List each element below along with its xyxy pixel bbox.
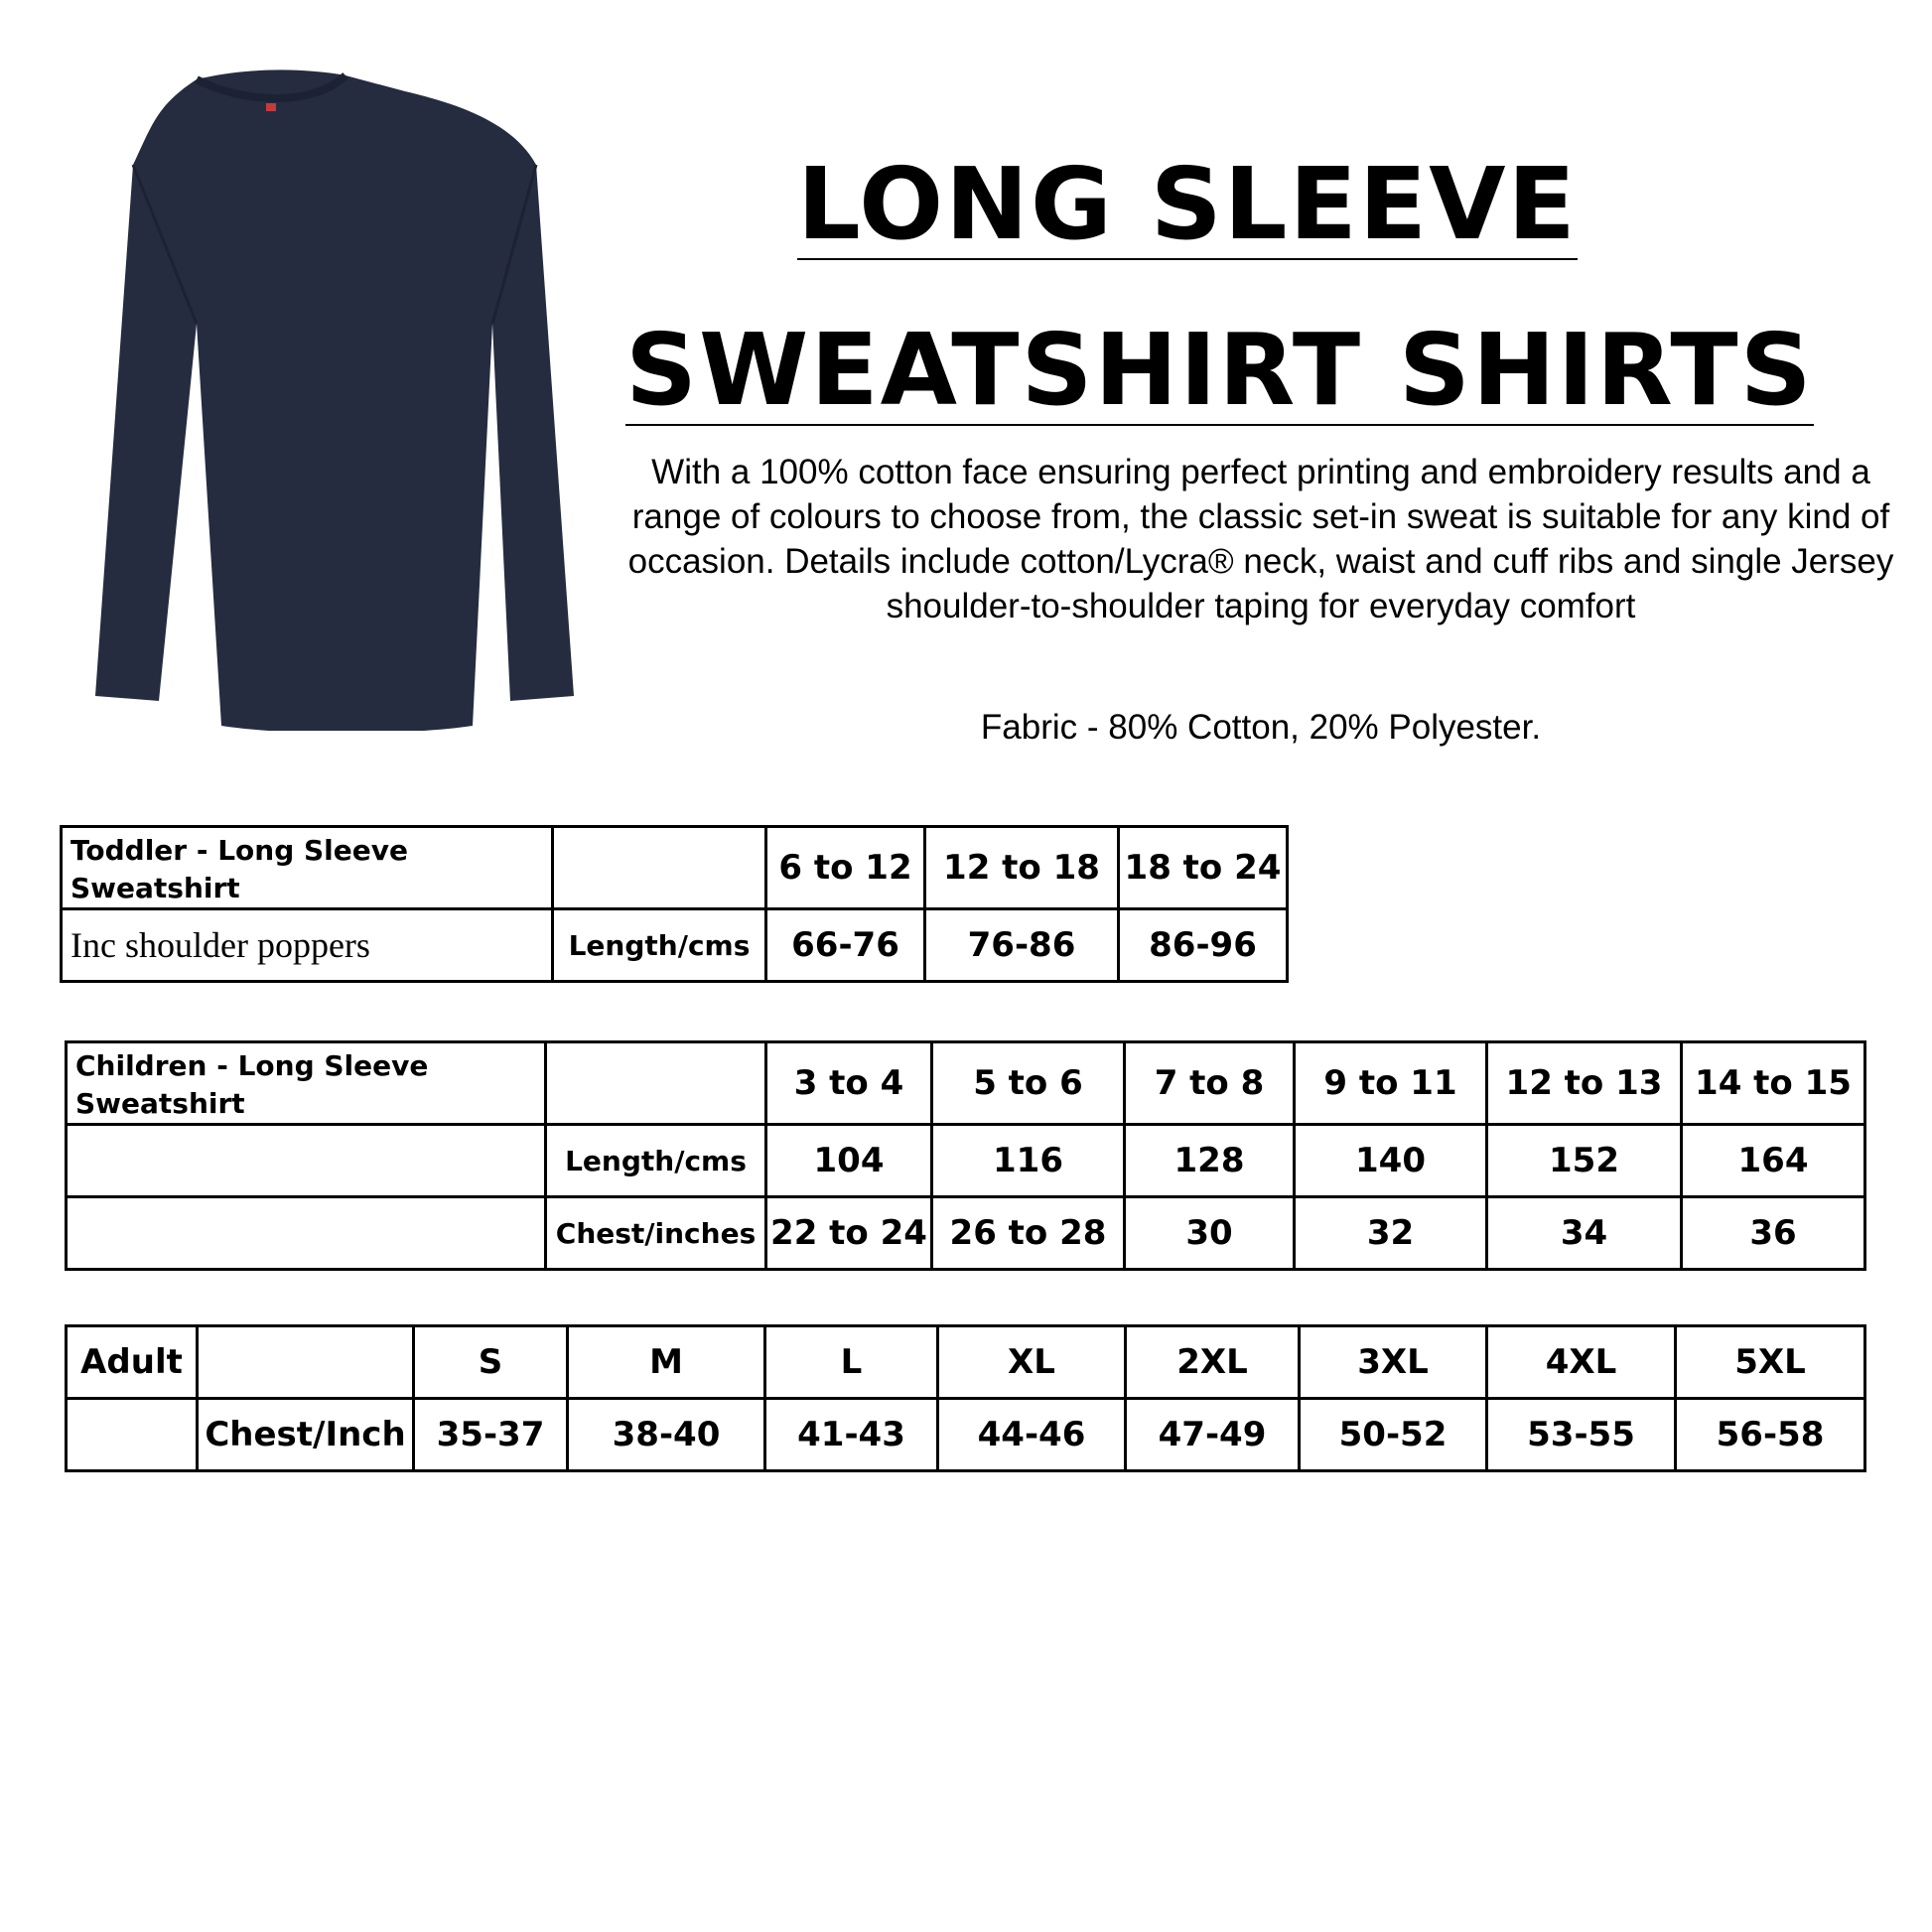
table-row — [67, 1326, 1865, 1399]
value-cell: 36 — [1682, 1197, 1865, 1270]
size-cell: 6 to 12 — [766, 827, 925, 909]
table-row — [67, 1197, 1865, 1270]
toddler-size-table — [60, 825, 1289, 983]
value-cell: 50-52 — [1300, 1399, 1487, 1471]
value-cell: 86-96 — [1119, 909, 1288, 982]
size-cell: XL — [938, 1326, 1126, 1399]
size-cell: 3 to 4 — [766, 1042, 932, 1125]
table-row — [67, 1042, 1865, 1125]
value-cell: 53-55 — [1487, 1399, 1676, 1471]
sweatshirt-body — [95, 69, 574, 731]
toddler-note: Inc shoulder poppers — [62, 909, 553, 982]
size-cell: L — [765, 1326, 938, 1399]
sweatshirt-label — [266, 103, 276, 111]
size-cell: 12 to 13 — [1487, 1042, 1682, 1125]
value-cell: 38-40 — [568, 1399, 765, 1471]
table-row — [67, 1399, 1865, 1471]
size-cell: S — [414, 1326, 568, 1399]
page-title-line1: LONG SLEEVE — [797, 146, 1578, 262]
toddler-title: Toddler - Long Sleeve Sweatshirt — [62, 827, 553, 909]
size-cell: 5XL — [1676, 1326, 1865, 1399]
value-cell: 41-43 — [765, 1399, 938, 1471]
value-cell: 76-86 — [925, 909, 1119, 982]
value-cell: 34 — [1487, 1197, 1682, 1270]
value-cell: 164 — [1682, 1125, 1865, 1197]
children-title: Children - Long Sleeve Sweatshirt — [67, 1042, 546, 1125]
value-cell: 56-58 — [1676, 1399, 1865, 1471]
adult-title: Adult — [67, 1326, 198, 1399]
size-cell: 4XL — [1487, 1326, 1676, 1399]
fabric-info: Fabric - 80% Cotton, 20% Polyester. — [980, 708, 1542, 747]
value-cell: 22 to 24 — [766, 1197, 932, 1270]
size-cell: M — [568, 1326, 765, 1399]
size-cell: 18 to 24 — [1119, 827, 1288, 909]
value-cell: 140 — [1295, 1125, 1487, 1197]
sweatshirt-image — [48, 66, 584, 731]
table-row — [67, 1125, 1865, 1197]
size-cell: 3XL — [1300, 1326, 1487, 1399]
value-cell: 104 — [766, 1125, 932, 1197]
size-cell: 12 to 18 — [925, 827, 1119, 909]
page-title-line2: SWEATSHIRT SHIRTS — [625, 312, 1814, 428]
size-cell: 9 to 11 — [1295, 1042, 1487, 1125]
value-cell: 35-37 — [414, 1399, 568, 1471]
empty-cell — [67, 1125, 546, 1197]
value-cell: 44-46 — [938, 1399, 1126, 1471]
value-cell: 26 to 28 — [932, 1197, 1125, 1270]
adult-size-table — [65, 1324, 1866, 1472]
size-cell: 2XL — [1126, 1326, 1300, 1399]
value-cell: 152 — [1487, 1125, 1682, 1197]
row-label: Length/cms — [546, 1125, 766, 1197]
size-cell: 5 to 6 — [932, 1042, 1125, 1125]
empty-cell — [553, 827, 766, 909]
empty-cell — [546, 1042, 766, 1125]
empty-cell — [67, 1399, 198, 1471]
row-label: Chest/inches — [546, 1197, 766, 1270]
table-row — [62, 827, 1288, 909]
size-cell: 14 to 15 — [1682, 1042, 1865, 1125]
children-size-table — [65, 1040, 1866, 1271]
empty-cell — [198, 1326, 414, 1399]
value-cell: 116 — [932, 1125, 1125, 1197]
empty-cell — [67, 1197, 546, 1270]
size-cell: 7 to 8 — [1125, 1042, 1295, 1125]
table-row — [62, 909, 1288, 982]
row-label: Chest/Inch — [198, 1399, 414, 1471]
value-cell: 47-49 — [1126, 1399, 1300, 1471]
value-cell: 32 — [1295, 1197, 1487, 1270]
product-description: With a 100% cotton face ensuring perfect printing and embroidery results and a range of colours to choose from, the classic set-in sweat is suitable for any kind of occasion. Details include cotton/Lycra® neck, waist and cuff ribs and single Jersey shoulder-to-shoulder taping for everyday comfort — [627, 453, 1894, 625]
row-label: Length/cms — [553, 909, 766, 982]
value-cell: 30 — [1125, 1197, 1295, 1270]
value-cell: 66-76 — [766, 909, 925, 982]
value-cell: 128 — [1125, 1125, 1295, 1197]
